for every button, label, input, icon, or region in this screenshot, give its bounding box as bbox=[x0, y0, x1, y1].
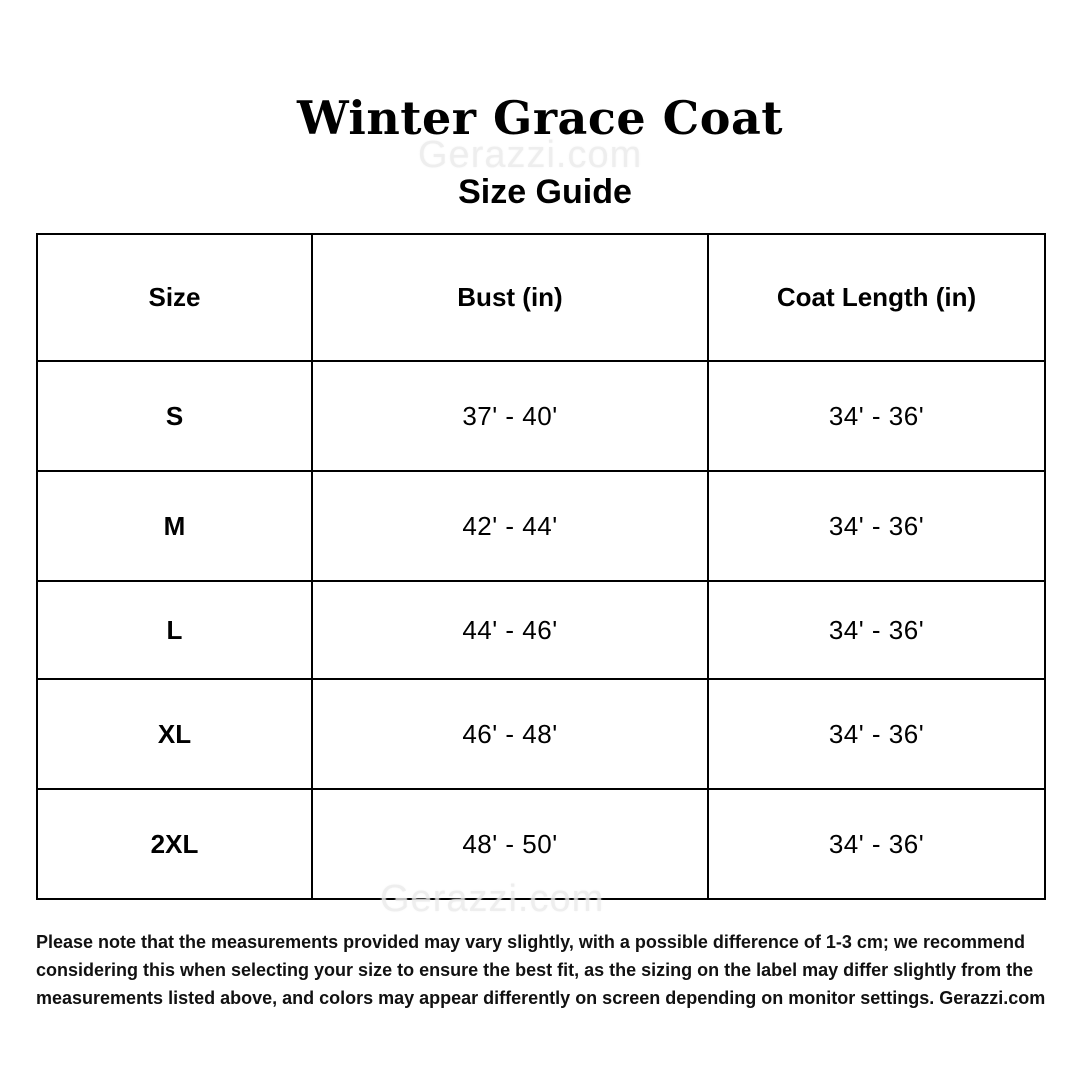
bust-cell: 44' - 46' bbox=[312, 581, 708, 679]
bust-cell: 46' - 48' bbox=[312, 679, 708, 789]
table-row bbox=[37, 471, 1045, 581]
column-header-size: Size bbox=[37, 234, 312, 361]
table-header-row bbox=[37, 234, 1045, 361]
coat-length-cell: 34' - 36' bbox=[708, 679, 1045, 789]
page-subtitle: Size Guide bbox=[458, 173, 632, 211]
table-row bbox=[37, 679, 1045, 789]
coat-length-cell: 34' - 36' bbox=[708, 471, 1045, 581]
disclaimer-note: Please note that the measurements provided may vary slightly, with a possible difference of 1-3 cm; we recommend considering this when selecting your size to ensure the best fit, as the sizing on the label may differ slightly from the measurements listed above, and colors may appear differently on screen depending on monitor settings. Gerazzi.com bbox=[36, 932, 1046, 1008]
size-guide-table bbox=[36, 233, 1046, 900]
size-cell: M bbox=[37, 471, 312, 581]
size-cell: L bbox=[37, 581, 312, 679]
bust-cell: 48' - 50' bbox=[312, 789, 708, 899]
bust-cell: 37' - 40' bbox=[312, 361, 708, 471]
watermark-bottom: Gerazzi.com bbox=[380, 878, 605, 920]
size-cell: S bbox=[37, 361, 312, 471]
table-row bbox=[37, 581, 1045, 679]
coat-length-cell: 34' - 36' bbox=[708, 361, 1045, 471]
column-header-bust: Bust (in) bbox=[312, 234, 708, 361]
coat-length-cell: 34' - 36' bbox=[708, 581, 1045, 679]
column-header-coat-length: Coat Length (in) bbox=[708, 234, 1045, 361]
size-cell: 2XL bbox=[37, 789, 312, 899]
table-row bbox=[37, 361, 1045, 471]
page-title: Winter Grace Coat bbox=[297, 91, 783, 145]
watermark-top: Gerazzi.com bbox=[418, 134, 643, 176]
bust-cell: 42' - 44' bbox=[312, 471, 708, 581]
size-cell: XL bbox=[37, 679, 312, 789]
coat-length-cell: 34' - 36' bbox=[708, 789, 1045, 899]
